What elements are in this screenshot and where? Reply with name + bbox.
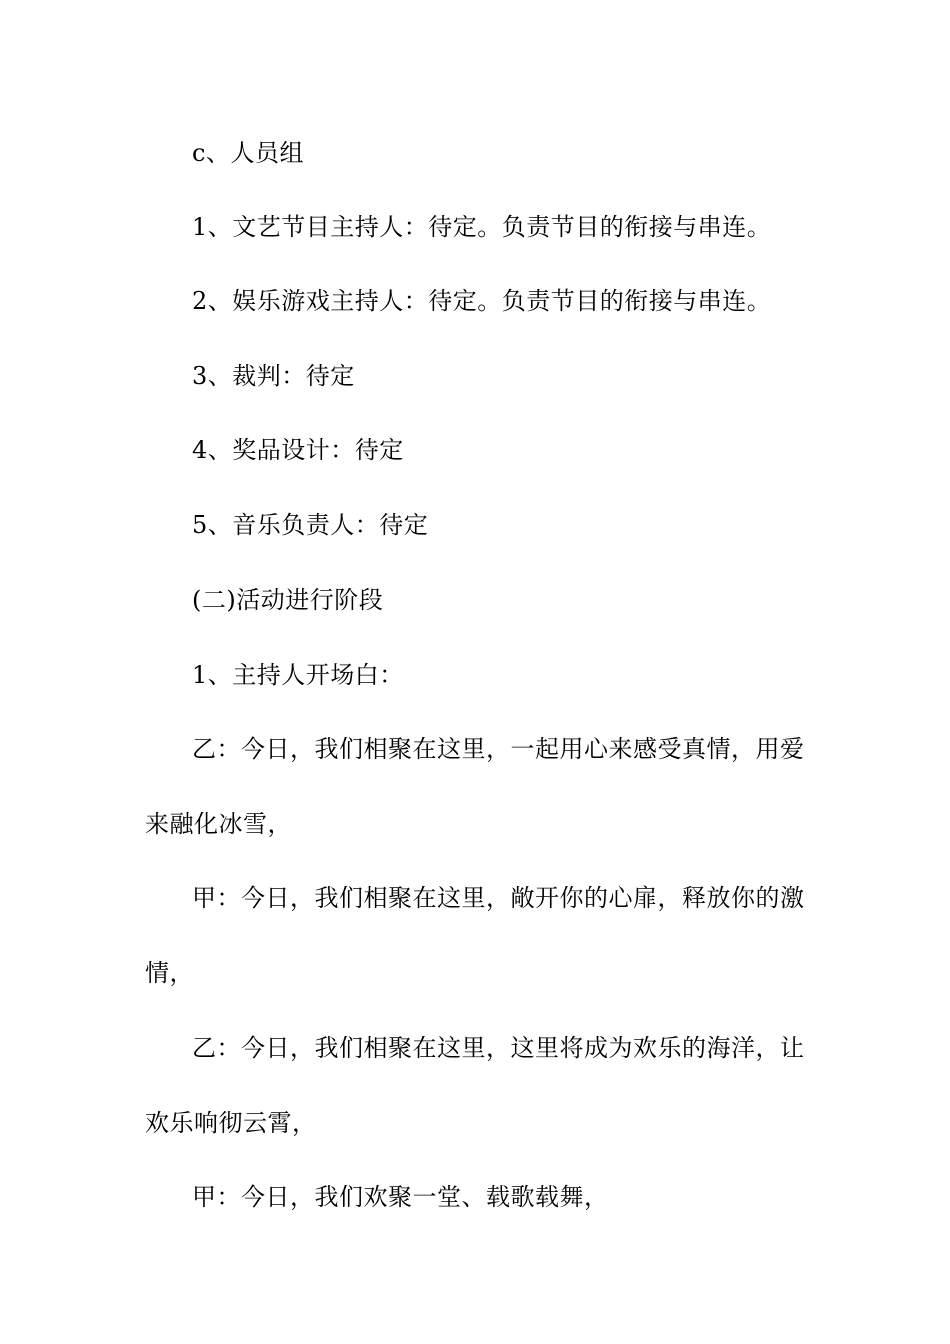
list-item: 2、娱乐游戏主持人：待定。负责节目的衔接与串连。 (192, 287, 772, 315)
list-item: 1、主持人开场白： (192, 661, 404, 689)
list-item: 5、音乐负责人：待定 (192, 511, 429, 539)
list-item: 4、奖品设计：待定 (192, 436, 404, 464)
section-heading-personnel: c、人员组 (192, 139, 304, 167)
paragraph-line: 来融化冰雪， (145, 810, 292, 838)
paragraph-line: 甲：今日，我们相聚在这里，敞开你的心扉，释放你的激 (192, 884, 805, 912)
paragraph-line: 甲：今日，我们欢聚一堂、载歌载舞， (192, 1183, 609, 1211)
section-heading-activity: (二)活动进行阶段 (192, 586, 384, 614)
paragraph-line: 欢乐响彻云霄， (145, 1109, 317, 1137)
paragraph-line: 乙：今日，我们相聚在这里，这里将成为欢乐的海洋，让 (192, 1034, 805, 1062)
list-item: 3、裁判：待定 (192, 362, 355, 390)
paragraph-line: 乙：今日，我们相聚在这里，一起用心来感受真情，用爱 (192, 735, 805, 763)
paragraph-line: 情， (145, 959, 194, 987)
list-item: 1、文艺节目主持人：待定。负责节目的衔接与串连。 (192, 213, 772, 241)
